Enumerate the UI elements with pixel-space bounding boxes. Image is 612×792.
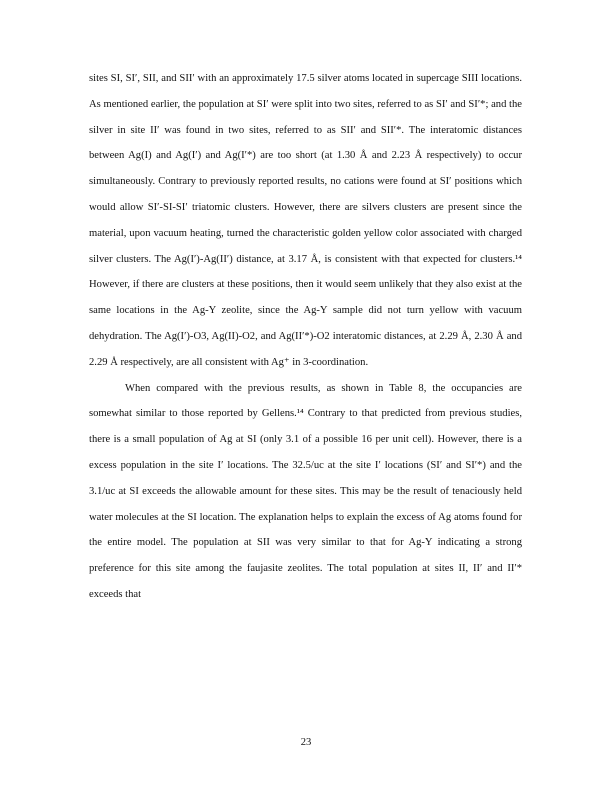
paragraph-2: When compared with the previous results, as shown in Table 8, the occupancies are somewhat similar to those reported by Gellens.¹⁴ Contrary to that predicted from previous studies, there is a small population of Ag at SI (only 3.1 of a possible 16 per unit cell). However, there is a excess population in the site I′ locations. The 32.5/uc at the site I′ locations (SI′ and SI′*) and the 3.1/uc at SI exceeds the allowable amount for these sites. This may be the result of tenaciously held water molecules at the SI location. The explanation helps to explain the excess of Ag atoms found for the entire model. The population at SII was very similar to that for Ag-Y indicating a strong preference for this site among the faujasite zeolites. The total population at sites II, II′ and II′* exceeds that [89, 382, 522, 600]
page-number: 23 [300, 737, 312, 748]
paragraph-1: sites SI, SI′, SII, and SII′ with an approximately 17.5 silver atoms located in supercage SIII locations. As mentioned earlier, the population at SI′ were split into two sites, referred to as SI′ and SI′*; and the silver in site II′ was found in two sites, referred to as SII′ and SII′*. The interatomic distances between Ag(I) and Ag(I′) and Ag(I′*) are too short (at 1.30 Å and 2.23 Å respectively) to occur simultaneously. Contrary to previously reported results, no cations were found at SI′ positions which would allow SI′-SI-SI′ triatomic clusters. However, there are silvers clusters are present since the material, upon vacuum heating, turned the characteristic golden yellow color associated with charged silver clusters. The Ag(I′)-Ag(II′) distance, at 3.17 Å, is consistent with that expected for clusters.¹⁴ However, if there are clusters at these positions, then it would seem unlikely that they also exist at the same locations in the Ag-Y zeolite, since the Ag-Y sample did not turn yellow with vacuum dehydration. The Ag(I′)-O3, Ag(II)-O2, and Ag(II′*)-O2 interatomic distances, at 2.29 Å, 2.30 Å and 2.29 Å respectively, are all consistent with Ag⁺ in 3-coordination. [89, 73, 522, 368]
body-text [89, 66, 522, 608]
